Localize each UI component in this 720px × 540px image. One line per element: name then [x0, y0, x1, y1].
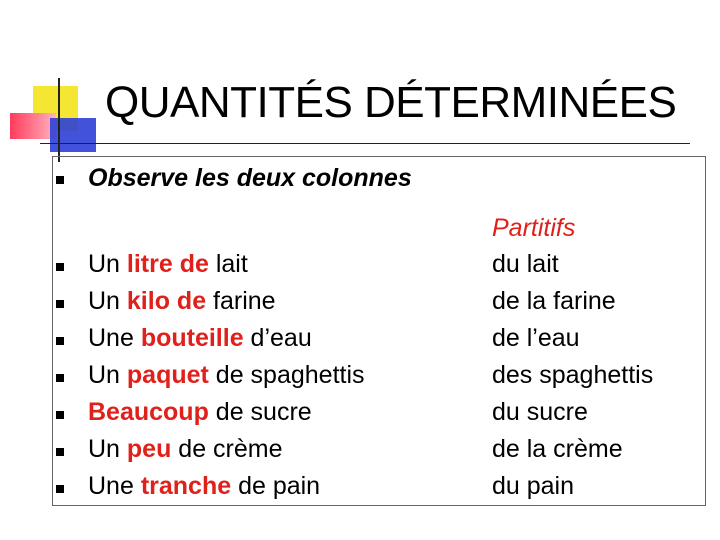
list-item: [88, 250, 248, 279]
bullet-square-icon: [56, 176, 64, 184]
bullet-square-icon: [56, 300, 64, 308]
item-suffix: d’eau: [243, 324, 312, 352]
item-keyword: Beaucoup: [88, 398, 209, 426]
partitif-item: de la farine: [492, 287, 616, 315]
item-prefix: Un: [88, 287, 127, 315]
item-prefix: Un: [88, 435, 127, 463]
title-underline: [40, 143, 690, 144]
list-item: [88, 472, 320, 501]
item-prefix: Une: [88, 324, 141, 352]
item-keyword: peu: [126, 435, 172, 463]
partitif-item: du pain: [492, 472, 575, 500]
list-item: [88, 398, 312, 427]
partitif-item: du lait: [492, 250, 559, 278]
item-prefix: Une: [88, 472, 141, 500]
bullet-square-icon: [56, 485, 64, 493]
decor-blue-square: [50, 118, 96, 152]
partitif-item: de l’eau: [492, 324, 580, 352]
slide-title: QUANTITÉS DÉTERMINÉES: [105, 78, 677, 127]
bullet-square-icon: [56, 411, 64, 419]
item-suffix: de pain: [231, 472, 321, 500]
item-suffix: de crème: [171, 435, 283, 463]
item-suffix: lait: [208, 250, 248, 278]
partitif-item: des spaghettis: [492, 361, 654, 389]
item-suffix: de spaghettis: [208, 361, 365, 389]
bullet-square-icon: [56, 337, 64, 345]
partitifs-header: Partitifs: [492, 214, 576, 242]
item-keyword: bouteille: [140, 324, 244, 352]
decor-vertical-line: [58, 78, 60, 162]
item-prefix: Un: [88, 250, 127, 278]
bullet-square-icon: [56, 448, 64, 456]
partitif-item: du sucre: [492, 398, 588, 426]
bullet-square-icon: [56, 374, 64, 382]
list-item: [88, 287, 276, 316]
list-item: [88, 361, 365, 390]
partitif-item: de la crème: [492, 435, 623, 463]
item-keyword: tranche: [140, 472, 232, 500]
list-item: [88, 435, 283, 464]
item-keyword: litre de: [126, 250, 209, 278]
item-prefix: Un: [88, 361, 127, 389]
list-item: [88, 324, 312, 353]
bullet-square-icon: [56, 263, 64, 271]
item-keyword: paquet: [126, 361, 209, 389]
item-suffix: farine: [206, 287, 276, 315]
item-keyword: kilo de: [126, 287, 207, 315]
intro-text: Observe les deux colonnes: [88, 164, 412, 192]
item-suffix: de sucre: [208, 398, 312, 426]
